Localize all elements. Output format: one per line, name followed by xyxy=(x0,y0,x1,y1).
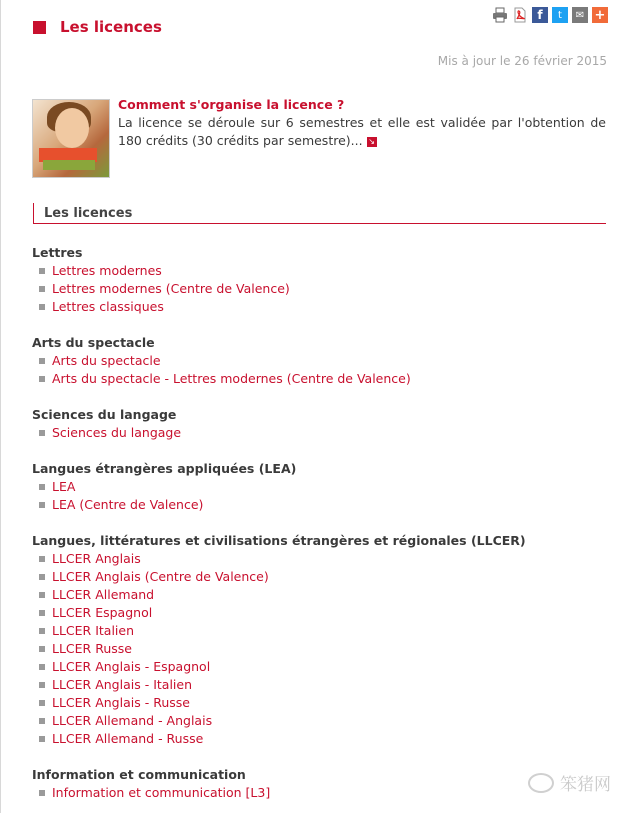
section-title: Les licences xyxy=(44,206,133,221)
program-link[interactable]: LLCER Anglais - Russe xyxy=(52,695,190,710)
bullet-icon xyxy=(39,628,45,634)
bullet-icon xyxy=(39,430,45,436)
bullet-icon xyxy=(39,610,45,616)
program-link[interactable]: Lettres classiques xyxy=(52,299,164,314)
wechat-icon xyxy=(528,773,554,793)
list-item xyxy=(32,352,612,370)
facebook-icon[interactable]: f xyxy=(532,7,548,23)
mail-icon[interactable]: ✉ xyxy=(572,7,588,23)
bullet-icon xyxy=(39,646,45,652)
category-list xyxy=(32,244,612,820)
program-link[interactable]: LEA xyxy=(52,479,76,494)
program-link[interactable]: LEA (Centre de Valence) xyxy=(52,497,204,512)
more-share-icon[interactable]: + xyxy=(592,7,608,23)
bullet-icon xyxy=(39,286,45,292)
list-item xyxy=(32,640,612,658)
category-group xyxy=(32,460,612,514)
category-title: Arts du spectacle xyxy=(32,335,155,350)
bullet-icon xyxy=(39,664,45,670)
program-link[interactable]: LLCER Anglais xyxy=(52,551,141,566)
list-item xyxy=(32,424,612,442)
print-icon[interactable] xyxy=(492,7,508,23)
program-link[interactable]: LLCER Espagnol xyxy=(52,605,153,620)
program-link[interactable]: LLCER Anglais (Centre de Valence) xyxy=(52,569,269,584)
list-item xyxy=(32,478,612,496)
list-item xyxy=(32,694,612,712)
photo-face xyxy=(55,108,89,148)
list-item xyxy=(32,730,612,748)
list-item xyxy=(32,586,612,604)
bullet-icon xyxy=(39,502,45,508)
watermark xyxy=(528,770,611,795)
bullet-icon xyxy=(39,736,45,742)
watermark-text: 笨猪网 xyxy=(560,775,611,795)
bullet-icon xyxy=(39,790,45,796)
bullet-icon xyxy=(39,592,45,598)
program-link[interactable]: Lettres modernes (Centre de Valence) xyxy=(52,281,290,296)
category-group xyxy=(32,334,612,388)
program-link[interactable]: LLCER Anglais - Italien xyxy=(52,677,193,692)
title-square-icon xyxy=(33,21,46,34)
program-link[interactable]: Information et communication [L3] xyxy=(52,785,271,800)
list-item xyxy=(32,676,612,694)
section-header xyxy=(33,203,606,224)
twitter-icon[interactable]: t xyxy=(552,7,568,23)
bullet-icon xyxy=(39,718,45,724)
category-title: Langues étrangères appliquées (LEA) xyxy=(32,461,297,476)
list-item xyxy=(32,370,612,388)
list-item xyxy=(32,568,612,586)
category-group xyxy=(32,244,612,316)
program-link[interactable]: Sciences du langage xyxy=(52,425,182,440)
list-item xyxy=(32,280,612,298)
category-title: Information et communication xyxy=(32,767,246,782)
list-item xyxy=(32,604,612,622)
title-row xyxy=(33,18,162,36)
bullet-icon xyxy=(39,574,45,580)
list-item xyxy=(32,550,612,568)
bullet-icon xyxy=(39,268,45,274)
category-group xyxy=(32,406,612,442)
list-item xyxy=(32,262,612,280)
bullet-icon xyxy=(39,376,45,382)
read-more-icon[interactable]: ↘ xyxy=(368,136,375,146)
category-title: Langues, littératures et civilisations étrangères et régionales (LLCER) xyxy=(32,533,526,548)
bullet-icon xyxy=(39,682,45,688)
program-link[interactable]: LLCER Allemand - Anglais xyxy=(52,713,213,728)
bullet-icon xyxy=(39,484,45,490)
bullet-icon xyxy=(39,304,45,310)
intro-text-block xyxy=(118,96,606,150)
program-link[interactable]: Arts du spectacle xyxy=(52,353,161,368)
category-title: Lettres xyxy=(32,245,83,260)
photo-books-2 xyxy=(43,160,95,170)
program-link[interactable]: LLCER Allemand - Russe xyxy=(52,731,204,746)
bullet-icon xyxy=(39,556,45,562)
pdf-icon[interactable] xyxy=(512,7,528,23)
list-item xyxy=(32,658,612,676)
intro-heading-link[interactable]: Comment s'organise la licence ? xyxy=(118,97,345,112)
list-item xyxy=(32,712,612,730)
left-divider xyxy=(0,0,1,813)
program-link[interactable]: Lettres modernes xyxy=(52,263,162,278)
program-link[interactable]: LLCER Allemand xyxy=(52,587,155,602)
program-link[interactable]: LLCER Anglais - Espagnol xyxy=(52,659,211,674)
category-title: Sciences du langage xyxy=(32,407,177,422)
list-item xyxy=(32,298,612,316)
share-toolbar xyxy=(492,7,608,23)
page-title: Les licences xyxy=(60,18,162,36)
last-updated: Mis à jour le 26 février 2015 xyxy=(437,54,607,68)
program-link[interactable]: LLCER Italien xyxy=(52,623,135,638)
program-link[interactable]: Arts du spectacle - Lettres modernes (Centre de Valence) xyxy=(52,371,411,386)
bullet-icon xyxy=(39,358,45,364)
intro-text: La licence se déroule sur 6 semestres et elle est validée par l'obtention de 180 crédits (30 crédits par semestre)... xyxy=(118,115,606,148)
list-item xyxy=(32,496,612,514)
student-photo xyxy=(32,99,110,178)
category-group xyxy=(32,532,612,748)
list-item xyxy=(32,784,612,802)
category-group xyxy=(32,766,612,802)
program-link[interactable]: LLCER Russe xyxy=(52,641,132,656)
list-item xyxy=(32,622,612,640)
bullet-icon xyxy=(39,700,45,706)
